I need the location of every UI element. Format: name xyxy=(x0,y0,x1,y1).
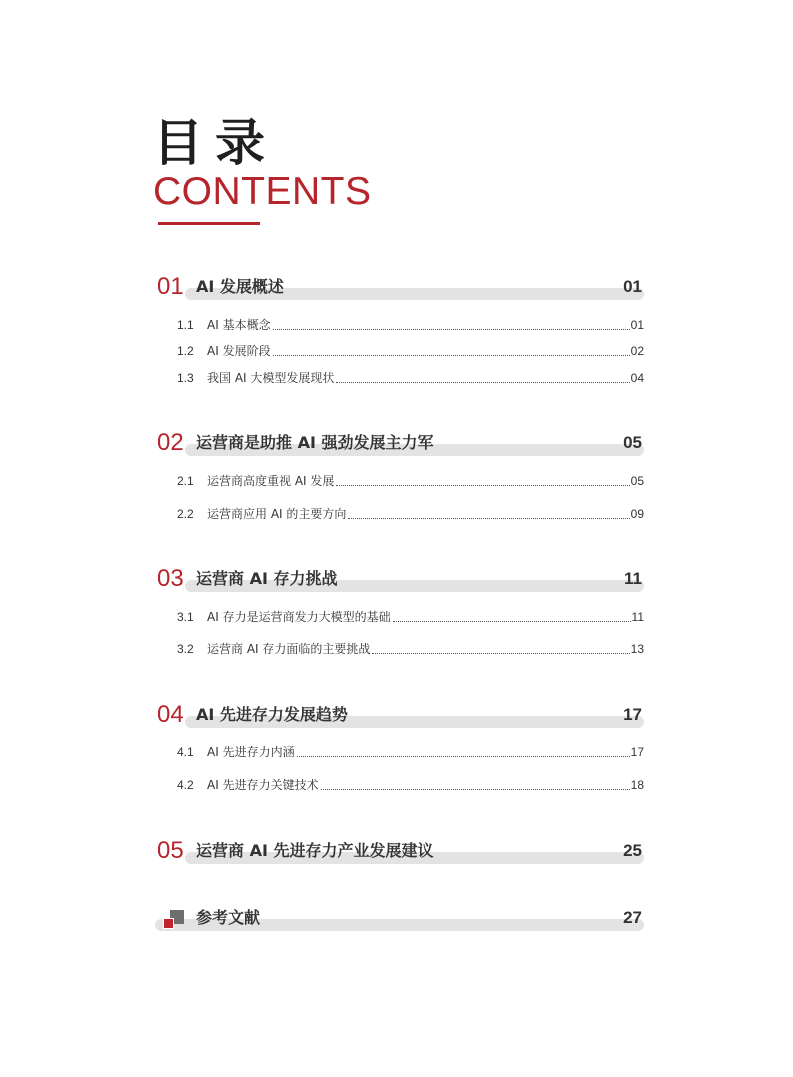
dot-leader xyxy=(273,355,630,356)
toc-section-02[interactable] xyxy=(155,428,644,458)
item-title: 运营商高度重视 AI 发展 xyxy=(207,474,335,488)
toc-item-3-1[interactable] xyxy=(177,608,644,626)
item-page: 11 xyxy=(631,610,644,624)
dot-leader xyxy=(297,756,630,757)
item-number: 2.2 xyxy=(177,507,194,521)
item-title: 运营商 AI 存力面临的主要挑战 xyxy=(207,642,371,656)
references-title: 参考文献 xyxy=(196,908,261,927)
toc-item-2-2[interactable] xyxy=(177,505,644,523)
toc-section-05[interactable] xyxy=(155,836,644,866)
item-page: 18 xyxy=(630,778,644,792)
item-title: AI 基本概念 xyxy=(207,318,271,332)
dot-leader xyxy=(336,485,629,486)
dot-leader xyxy=(393,621,631,622)
section-page: 11 xyxy=(624,569,642,588)
section-title: 运营商 AI 先进存力产业发展建议 xyxy=(196,841,434,860)
toc-section-04[interactable] xyxy=(155,700,644,730)
item-number: 2.1 xyxy=(177,474,194,488)
toc-references[interactable] xyxy=(155,903,644,933)
item-number: 1.2 xyxy=(177,344,194,358)
item-number: 1.1 xyxy=(177,318,194,332)
section-title: AI 发展概述 xyxy=(196,277,284,296)
title-underline xyxy=(158,222,260,225)
section-page: 01 xyxy=(623,277,642,296)
item-page: 04 xyxy=(630,371,644,385)
section-number: 03 xyxy=(157,565,184,592)
item-title: AI 先进存力内涵 xyxy=(207,745,295,759)
section-page: 25 xyxy=(623,841,642,860)
toc-section-03[interactable] xyxy=(155,564,644,594)
toc-item-1-3[interactable] xyxy=(177,369,644,387)
item-number: 3.2 xyxy=(177,642,194,656)
item-number: 4.1 xyxy=(177,745,194,759)
section-number: 05 xyxy=(157,837,184,864)
toc-item-1-1[interactable] xyxy=(177,316,644,334)
item-page: 05 xyxy=(630,474,644,488)
item-title: 我国 AI 大模型发展现状 xyxy=(207,371,335,385)
dot-leader xyxy=(273,329,630,330)
references-page: 27 xyxy=(623,908,642,927)
section-title: 运营商是助推 AI 强劲发展主力军 xyxy=(196,433,434,452)
item-page: 09 xyxy=(630,507,644,521)
item-title: 运营商应用 AI 的主要方向 xyxy=(207,507,347,521)
item-page: 01 xyxy=(630,318,644,332)
dot-leader xyxy=(348,518,629,519)
item-number: 4.2 xyxy=(177,778,194,792)
item-number: 1.3 xyxy=(177,371,194,385)
toc-title-en: CONTENTS xyxy=(153,170,372,213)
item-page: 17 xyxy=(630,745,644,759)
section-page: 17 xyxy=(623,705,642,724)
item-page: 13 xyxy=(630,642,644,656)
section-number: 04 xyxy=(157,701,184,728)
item-page: 02 xyxy=(630,344,644,358)
section-page: 05 xyxy=(623,433,642,452)
dot-leader xyxy=(321,789,630,790)
section-number: 01 xyxy=(157,273,184,300)
item-title: AI 发展阶段 xyxy=(207,344,271,358)
toc-item-4-2[interactable] xyxy=(177,776,644,794)
item-title: AI 存力是运营商发力大模型的基础 xyxy=(207,610,391,624)
item-title: AI 先进存力关键技术 xyxy=(207,778,319,792)
toc-item-1-2[interactable] xyxy=(177,342,644,360)
section-title: 运营商 AI 存力挑战 xyxy=(196,569,338,588)
toc-item-2-1[interactable] xyxy=(177,472,644,490)
section-title: AI 先进存力发展趋势 xyxy=(196,705,348,724)
toc-item-3-2[interactable] xyxy=(177,640,644,658)
dot-leader xyxy=(336,382,629,383)
toc-title-cn: 目录 xyxy=(153,114,277,172)
toc-section-01[interactable] xyxy=(155,272,644,302)
toc-item-4-1[interactable] xyxy=(177,743,644,761)
dot-leader xyxy=(372,653,629,654)
section-number: 02 xyxy=(157,429,184,456)
item-number: 3.1 xyxy=(177,610,194,624)
document-squares-icon xyxy=(163,910,185,930)
